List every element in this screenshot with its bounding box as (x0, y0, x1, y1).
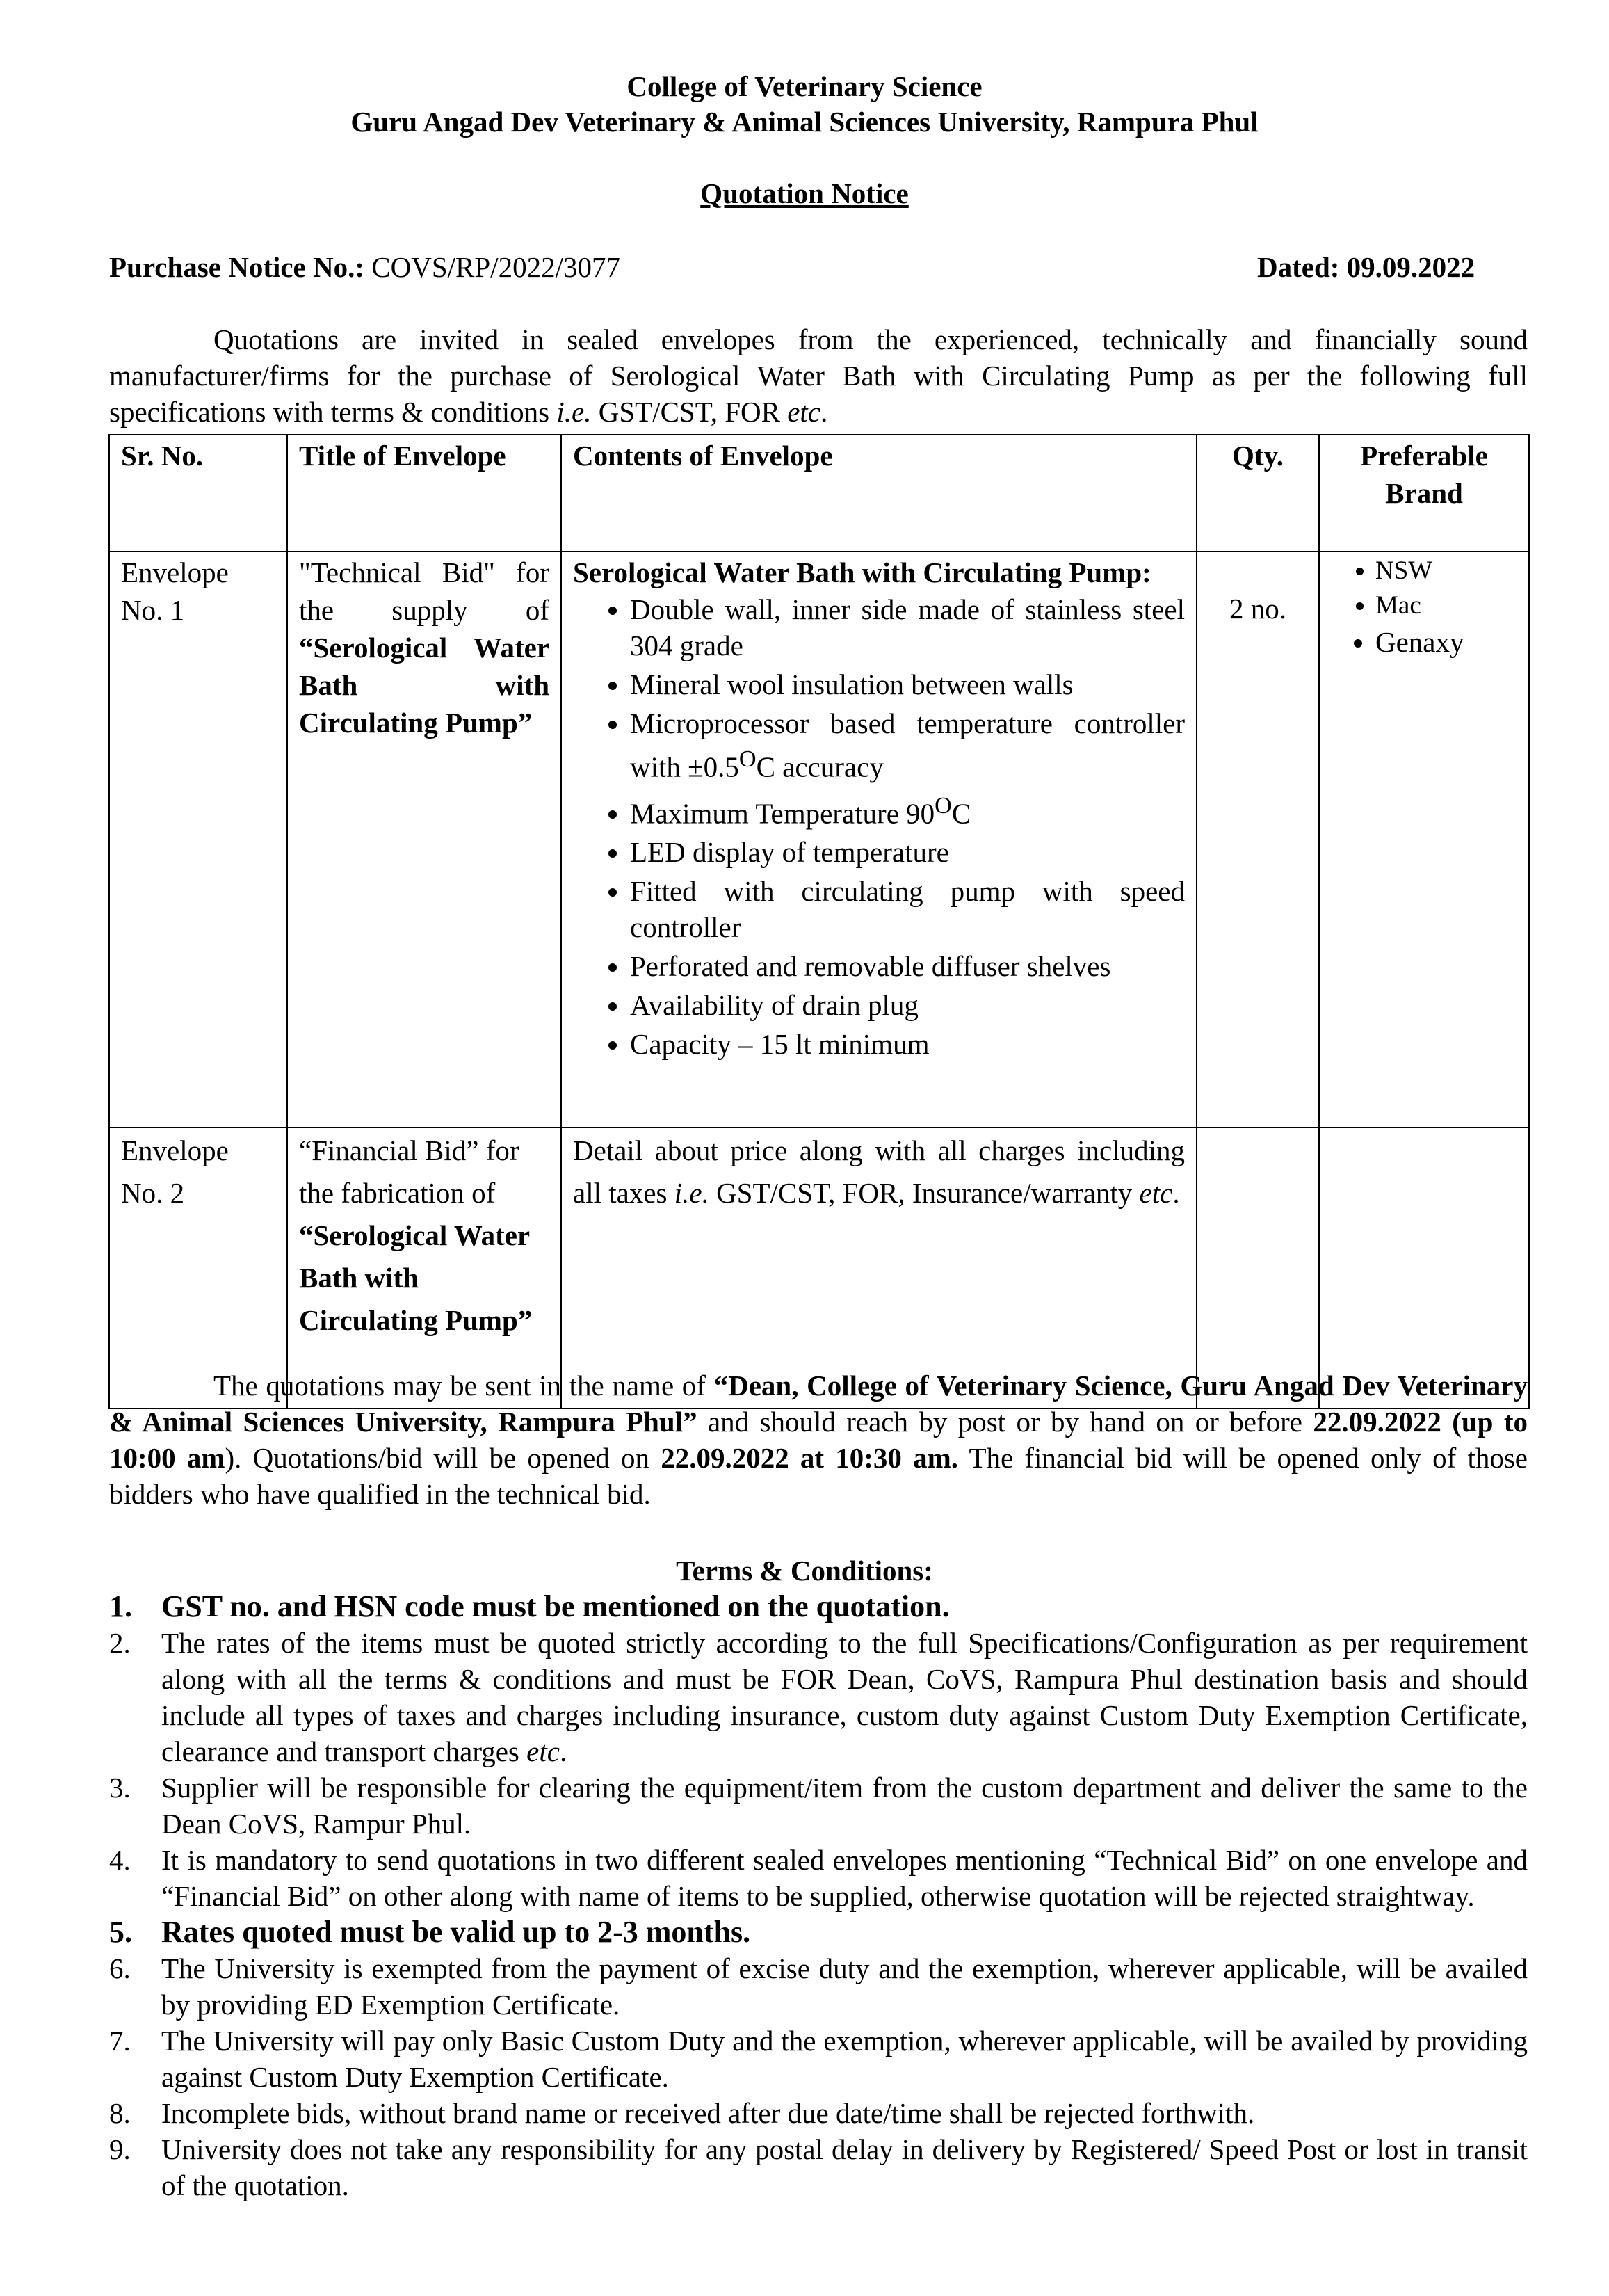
col-header-title: Title of Envelope (287, 435, 561, 552)
term-item (109, 1769, 1528, 1842)
table-header-row (109, 435, 1529, 552)
notice-date: Dated: 09.09.2022 (1257, 251, 1475, 283)
intro-text-c: . (820, 396, 828, 428)
term-text: University does not take any responsibility for any postal delay in delivery by Registered/ Speed Post or lost in transit of the quotation. (161, 2133, 1528, 2201)
item-heading: Serological Water Bath with Circulating Pump: (573, 556, 1151, 588)
term-number: 4. (109, 1844, 131, 1876)
envelope-2-contents (561, 1127, 1197, 1408)
brand-item: • Mac (1375, 588, 1517, 623)
submission-deadline: 22.09.2022 (up to 10:00 am (109, 1406, 1528, 1474)
submission-dean: “Dean, College of Veterinary Science, Guru Angad Dev Veterinary & Animal Sciences University, Rampura Phul” (109, 1370, 1528, 1438)
purchase-notice-line (109, 250, 620, 284)
notice-title: Quotation Notice (700, 177, 909, 209)
term-number: 5. (109, 1915, 132, 1949)
term-etc: etc (526, 1735, 560, 1767)
envelope-1-title (287, 552, 561, 1127)
submission-text-b: and should reach by post or by hand on or before (697, 1406, 1313, 1438)
spec-item: • Mineral wool insulation between walls (630, 666, 1185, 703)
term-item (109, 1589, 1528, 1625)
term-text: GST no. and HSN code must be mentioned on the quotation. (161, 1589, 950, 1623)
brand-item: • Genaxy (1375, 623, 1517, 661)
bid-table (108, 434, 1530, 1409)
term-number: 8. (109, 2097, 131, 2129)
purchase-notice-number: COVS/RP/2022/3077 (371, 251, 620, 283)
term-text: Rates quoted must be valid up to 2-3 months. (161, 1915, 751, 1949)
submission-opening: 22.09.2022 at 10:30 am. (661, 1442, 958, 1474)
term-item (109, 2095, 1528, 2131)
spec-item: • Fitted with circulating pump with speed controller (630, 873, 1185, 945)
term-text: The rates of the items must be quoted strictly according to the full Specifications/Configuration as per requirement along with all the terms & conditions and must be FOR Dean, CoVS, Rampura Phul destination basis and should include all types of taxes and charges including insurance, custom duty against Custom Duty Exemption Certificate, clearance and transport charges (161, 1627, 1528, 1767)
envelope-1-brands (1319, 552, 1529, 1127)
term-text: The University will pay only Basic Custom Duty and the exemption, wherever applicable, will be availed by providing against Custom Duty Exemption Certificate. (161, 2025, 1528, 2093)
spec-text-tail: C accuracy (756, 750, 884, 783)
envelope-2-brands (1319, 1127, 1529, 1408)
degree-superscript: O (935, 792, 952, 819)
term-number: 9. (109, 2133, 131, 2165)
brand-item: • NSW (1375, 554, 1517, 588)
envelope-1-title-text: "Technical Bid" for the supply of (299, 556, 549, 626)
spec-item (630, 705, 1185, 785)
table-row (109, 1127, 1529, 1408)
spec-item: • Double wall, inner side made of stainless steel 304 grade (630, 591, 1185, 664)
university-name: Guru Angad Dev Veterinary & Animal Sciences University, Rampura Phul (350, 106, 1259, 138)
envelope-2-title-text: “Financial Bid” for the fabrication of (299, 1134, 519, 1209)
term-item (109, 1950, 1528, 2023)
term-text: Incomplete bids, without brand name or received after due date/time shall be rejected forthwith. (161, 2097, 1255, 2129)
purchase-notice-label: Purchase Notice No.: (109, 251, 365, 283)
term-number: 2. (109, 1627, 131, 1659)
brand-list (1331, 554, 1517, 661)
spec-list (573, 591, 1185, 1062)
term-end: . (559, 1735, 567, 1767)
term-number: 3. (109, 1772, 131, 1804)
envelope-2-title-bold: “Serological Water Bath with Circulating Pump” (299, 1219, 533, 1336)
envelope-2-contents-text-c: . (1172, 1177, 1180, 1209)
envelope-1-sr: Envelope No. 1 (109, 552, 287, 1127)
envelope-2-ie: i.e. (674, 1177, 709, 1209)
term-text: Supplier will be responsible for clearing the equipment/item from the custom department and deliver the same to the Dean CoVS, Rampur Phul. (161, 1772, 1528, 1840)
term-text: It is mandatory to send quotations in two different sealed envelopes mentioning “Technical Bid” on one envelope and “Financial Bid” on other along with name of items to be supplied, otherwise quotation will be rejected straightway. (161, 1844, 1528, 1912)
submission-paragraph (109, 1367, 1528, 1512)
spec-text: Maximum Temperature 90 (630, 797, 935, 830)
col-header-contents: Contents of Envelope (561, 435, 1197, 552)
term-item (109, 1914, 1528, 1950)
term-item (109, 2023, 1528, 2095)
col-header-qty: Qty. (1197, 435, 1319, 552)
intro-etc: etc (787, 396, 821, 428)
term-item (109, 2131, 1528, 2203)
envelope-2-contents-text-b: GST/CST, FOR, Insurance/warranty (709, 1177, 1140, 1209)
college-name: College of Veterinary Science (626, 70, 983, 102)
envelope-2-sr: Envelope No. 2 (109, 1127, 287, 1408)
spec-item: • Perforated and removable diffuser shelves (630, 948, 1185, 984)
terms-list (109, 1589, 1528, 2203)
terms-title: Terms & Conditions: (676, 1555, 933, 1587)
page-title (0, 177, 1609, 210)
term-number: 1. (109, 1589, 132, 1623)
envelope-1-title-bold: “Serological Water Bath with Circulating Pump” (299, 632, 549, 739)
term-text: The University is exempted from the payment of excise duty and the exemption, wherever applicable, will be availed by providing ED Exemption Certificate. (161, 1952, 1528, 2021)
spec-item: • Availability of drain plug (630, 987, 1185, 1023)
col-header-sr: Sr. No. (109, 435, 287, 552)
term-item (109, 1625, 1528, 1769)
degree-superscript: O (738, 746, 757, 772)
intro-text: Quotations are invited in sealed envelopes from the experienced, technically and financially sound manufacturer/firms for the purchase of Serological Water Bath with Circulating Pump as per the following full specifications with terms & conditions (109, 323, 1528, 428)
spec-item: • Capacity – 15 lt minimum (630, 1026, 1185, 1062)
col-header-brand: Preferable Brand (1319, 435, 1529, 552)
submission-text: The quotations may be sent in the name of (213, 1370, 714, 1402)
term-number: 6. (109, 1952, 131, 1984)
envelope-2-qty (1197, 1127, 1319, 1408)
spec-text: Microprocessor based temperature controller with ±0.5 (630, 707, 1185, 783)
envelope-1-qty: 2 no. (1197, 552, 1319, 1127)
intro-ie: i.e. (556, 396, 592, 428)
submission-text-d: The financial bid will be opened only of those bidders who have qualified in the technical bid. (109, 1442, 1528, 1510)
spec-text-tail: C (951, 797, 971, 830)
envelope-2-etc: etc (1139, 1177, 1173, 1209)
envelope-2-contents-text: Detail about price along with all charges including all taxes (573, 1134, 1185, 1209)
spec-item (630, 788, 1185, 832)
spec-item: • LED display of temperature (630, 834, 1185, 870)
envelope-1-contents (561, 552, 1197, 1127)
term-number: 7. (109, 2025, 131, 2057)
intro-paragraph (109, 321, 1528, 430)
term-item (109, 1842, 1528, 1914)
table-row (109, 552, 1529, 1127)
intro-text-b: GST/CST, FOR (591, 396, 788, 428)
submission-text-c: ). Quotations/bid will be opened on (225, 1442, 661, 1474)
envelope-2-title (287, 1127, 561, 1408)
